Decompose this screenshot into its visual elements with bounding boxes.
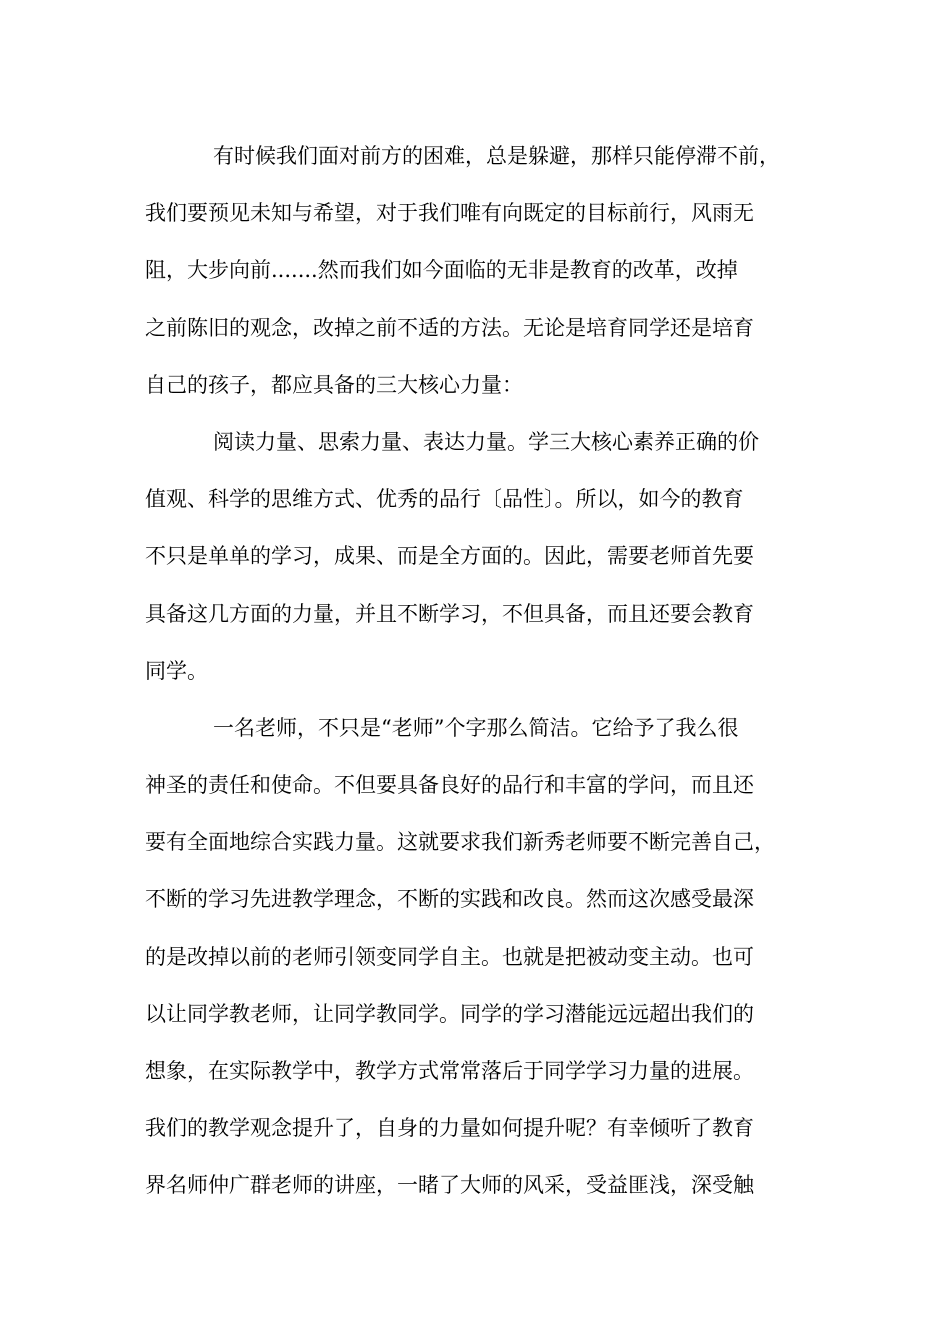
text-line: 不断的学习先进教学理念，不断的实践和改良。然而这次感受最深 bbox=[145, 887, 754, 912]
text-line: 一名老师，不只是“老师”个字那么简洁。它给予了我么很 bbox=[213, 715, 739, 740]
text-line: 值观、科学的思维方式、优秀的品行〔品性〕。所以，如今的教育 bbox=[145, 487, 744, 512]
text-line: 的是改掉以前的老师引领变同学自主。也就是把被动变主动。也可 bbox=[145, 944, 754, 969]
text-line: 不只是单单的学习，成果、而是全方面的。因此，需要老师首先要 bbox=[145, 544, 754, 569]
text-line: 阻，大步向前.......然而我们如今面临的无非是教育的改革，改掉 bbox=[145, 258, 738, 283]
text-line: 阅读力量、思索力量、表达力量。学三大核心素养正确的价 bbox=[213, 429, 759, 454]
text-line: 自己的孩子，都应具备的三大核心力量： bbox=[145, 372, 523, 397]
text-line: 有时候我们面对前方的困难，总是躲避，那样只能停滞不前， bbox=[213, 144, 780, 168]
text-line: 同学。 bbox=[145, 658, 208, 683]
text-line: 我们要预见未知与希望，对于我们唯有向既定的目标前行，风雨无 bbox=[145, 201, 754, 226]
text-line: 之前陈旧的观念，改掉之前不适的方法。无论是培育同学还是培育 bbox=[145, 315, 754, 340]
text-line: 以让同学教老师，让同学教同学。同学的学习潜能远远超出我们的 bbox=[145, 1001, 754, 1026]
text-line: 我们的教学观念提升了，自身的力量如何提升呢？有幸倾听了教育 bbox=[145, 1116, 754, 1141]
text-line: 想象，在实际教学中，教学方式常常落后于同学学习力量的进展。 bbox=[145, 1059, 754, 1083]
text-line: 具备这几方面的力量，并且不断学习，不但具备，而且还要会教育 bbox=[145, 601, 754, 626]
text-line: 要有全面地综合实践力量。这就要求我们新秀老师要不断完善自己， bbox=[145, 830, 775, 855]
document-body bbox=[145, 128, 825, 1215]
text-line: 界名师仲广群老师的讲座，一睹了大师的风采，受益匪浅，深受触 bbox=[145, 1173, 754, 1198]
text-line: 神圣的责任和使命。不但要具备良好的品行和丰富的学问，而且还 bbox=[145, 773, 754, 798]
